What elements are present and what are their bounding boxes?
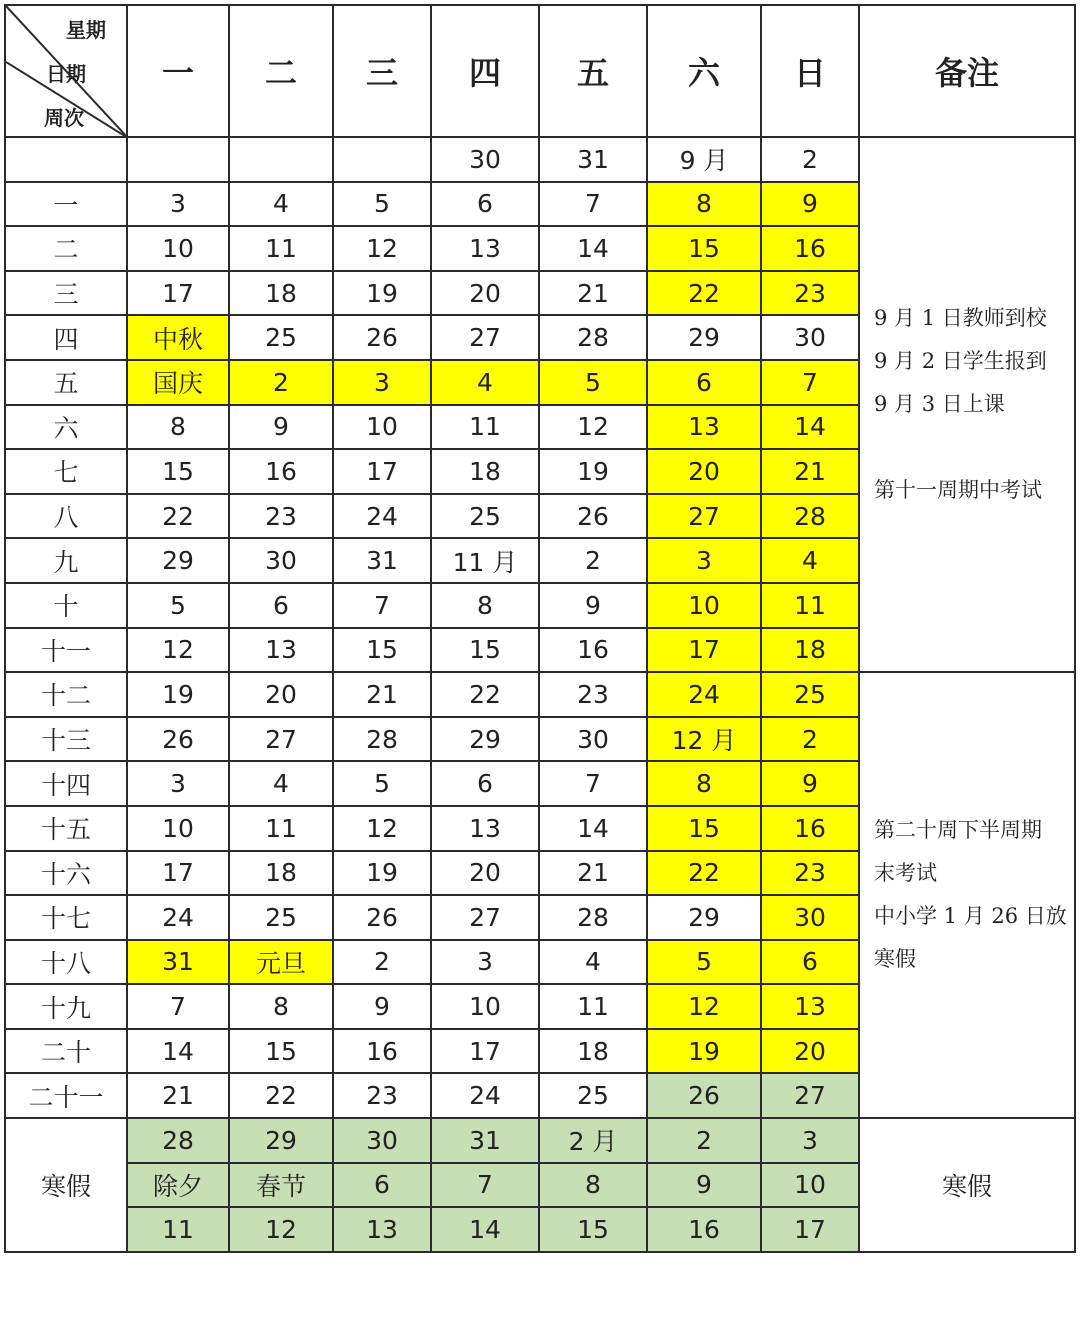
date-cell-sat: 12 月: [647, 717, 761, 762]
week-number-cell: 十五: [5, 806, 127, 851]
remark-line: 第二十周下半周期: [874, 818, 1042, 843]
date-cell-thu: 25: [431, 494, 539, 539]
date-cell-thu: 29: [431, 717, 539, 762]
date-cell-thu: 13: [431, 806, 539, 851]
date-cell-mon: 15: [127, 449, 229, 494]
remark-cell-first: [859, 137, 1075, 672]
week-number-cell: 十三: [5, 717, 127, 762]
date-cell-sun: 16: [761, 226, 859, 271]
date-cell-sat: 22: [647, 851, 761, 896]
date-cell-mon: 中秋: [127, 315, 229, 360]
remark-line: 第十一周期中考试: [874, 478, 1042, 503]
date-cell-mon: 国庆: [127, 360, 229, 405]
date-cell-sun: 18: [761, 628, 859, 673]
date-cell-mon: 8: [127, 405, 229, 450]
date-cell-wed: 26: [333, 315, 431, 360]
date-cell-sun: 23: [761, 271, 859, 316]
remark-line: 中小学 1 月 26 日放: [874, 904, 1067, 929]
date-cell-thu: 15: [431, 628, 539, 673]
date-cell-mon: 28: [127, 1118, 229, 1163]
date-cell-sun: 21: [761, 449, 859, 494]
day-header-mon: 一: [127, 5, 229, 137]
date-cell-wed: 2: [333, 940, 431, 985]
date-cell-tue: 15: [229, 1029, 333, 1074]
date-cell-thu: 20: [431, 851, 539, 896]
week-number-cell: 十七: [5, 895, 127, 940]
week-row: [5, 672, 1075, 717]
date-cell-tue: 29: [229, 1118, 333, 1163]
date-cell-sun: 2: [761, 137, 859, 182]
date-cell-sat: 24: [647, 672, 761, 717]
date-cell-tue: 22: [229, 1073, 333, 1118]
date-cell-sun: 11: [761, 583, 859, 628]
date-cell-sat: 15: [647, 806, 761, 851]
corner-header-cell: [5, 5, 127, 137]
date-cell-mon: 17: [127, 271, 229, 316]
date-cell-sat: 15: [647, 226, 761, 271]
date-cell-mon: [127, 137, 229, 182]
week-number-cell: 九: [5, 538, 127, 583]
date-cell-mon: 3: [127, 761, 229, 806]
date-cell-fri: 19: [539, 449, 647, 494]
date-cell-sun: 20: [761, 1029, 859, 1074]
date-cell-wed: 12: [333, 226, 431, 271]
date-cell-wed: 5: [333, 761, 431, 806]
date-cell-tue: 12: [229, 1207, 333, 1252]
date-cell-sat: 9 月: [647, 137, 761, 182]
week-number-cell: 五: [5, 360, 127, 405]
date-cell-mon: 11: [127, 1207, 229, 1252]
date-cell-wed: [333, 137, 431, 182]
week-number-cell: 二十一: [5, 1073, 127, 1118]
date-cell-wed: 7: [333, 583, 431, 628]
date-cell-fri: 28: [539, 315, 647, 360]
date-cell-sun: 30: [761, 315, 859, 360]
corner-date-label: 日期: [46, 62, 86, 86]
date-cell-tue: 8: [229, 984, 333, 1029]
date-cell-mon: 3: [127, 182, 229, 227]
week-number-cell: 一: [5, 182, 127, 227]
date-cell-fri: 14: [539, 806, 647, 851]
date-cell-wed: 23: [333, 1073, 431, 1118]
week-number-cell: 四: [5, 315, 127, 360]
corner-weekday-label: 星期: [66, 18, 106, 42]
date-cell-wed: 30: [333, 1118, 431, 1163]
date-cell-fri: 14: [539, 226, 647, 271]
date-cell-wed: 10: [333, 405, 431, 450]
date-cell-sat: 2: [647, 1118, 761, 1163]
date-cell-thu: 10: [431, 984, 539, 1029]
day-header-sat: 六: [647, 5, 761, 137]
date-cell-mon: 7: [127, 984, 229, 1029]
date-cell-tue: 6: [229, 583, 333, 628]
date-cell-sat: 20: [647, 449, 761, 494]
date-cell-thu: 6: [431, 182, 539, 227]
date-cell-sat: 5: [647, 940, 761, 985]
date-cell-fri: 2: [539, 538, 647, 583]
date-cell-thu: 22: [431, 672, 539, 717]
date-cell-wed: 17: [333, 449, 431, 494]
date-cell-sun: 9: [761, 761, 859, 806]
date-cell-sun: 25: [761, 672, 859, 717]
date-cell-mon: 10: [127, 806, 229, 851]
date-cell-fri: 9: [539, 583, 647, 628]
date-cell-tue: 4: [229, 761, 333, 806]
remark-line: 9 月 1 日教师到校: [874, 306, 1047, 331]
date-cell-wed: 19: [333, 271, 431, 316]
week-number-cell: 十二: [5, 672, 127, 717]
week-number-cell: 七: [5, 449, 127, 494]
date-cell-fri: 7: [539, 761, 647, 806]
date-cell-fri: 31: [539, 137, 647, 182]
date-cell-mon: 29: [127, 538, 229, 583]
date-cell-fri: 12: [539, 405, 647, 450]
date-cell-tue: 27: [229, 717, 333, 762]
date-cell-sat: 29: [647, 315, 761, 360]
date-cell-wed: 9: [333, 984, 431, 1029]
remark-cell-second: [859, 672, 1075, 1118]
date-cell-sun: 2: [761, 717, 859, 762]
date-cell-sat: 22: [647, 271, 761, 316]
date-cell-fri: 16: [539, 628, 647, 673]
remark-line: 9 月 2 日学生报到: [874, 349, 1047, 374]
date-cell-fri: 25: [539, 1073, 647, 1118]
date-cell-sun: 4: [761, 538, 859, 583]
remark-line: 9 月 3 日上课: [874, 392, 1005, 417]
remark-line: 末考试: [874, 861, 937, 886]
date-cell-fri: 28: [539, 895, 647, 940]
date-cell-tue: 2: [229, 360, 333, 405]
day-header-fri: 五: [539, 5, 647, 137]
date-cell-fri: 21: [539, 851, 647, 896]
date-cell-thu: 24: [431, 1073, 539, 1118]
week-number-cell: [5, 137, 127, 182]
date-cell-tue: 30: [229, 538, 333, 583]
date-cell-tue: 16: [229, 449, 333, 494]
week-number-cell: 十九: [5, 984, 127, 1029]
date-cell-sat: 27: [647, 494, 761, 539]
day-header-wed: 三: [333, 5, 431, 137]
date-cell-sun: 13: [761, 984, 859, 1029]
date-cell-wed: 28: [333, 717, 431, 762]
date-cell-fri: 21: [539, 271, 647, 316]
date-cell-thu: 4: [431, 360, 539, 405]
date-cell-wed: 31: [333, 538, 431, 583]
date-cell-sat: 9: [647, 1163, 761, 1208]
date-cell-sat: 29: [647, 895, 761, 940]
date-cell-thu: 14: [431, 1207, 539, 1252]
date-cell-thu: 11 月: [431, 538, 539, 583]
date-cell-thu: 27: [431, 895, 539, 940]
date-cell-tue: 25: [229, 315, 333, 360]
date-cell-wed: 16: [333, 1029, 431, 1074]
date-cell-mon: 12: [127, 628, 229, 673]
school-calendar-table: [4, 4, 1076, 1253]
week-number-cell: 二: [5, 226, 127, 271]
date-cell-thu: 18: [431, 449, 539, 494]
date-cell-thu: 31: [431, 1118, 539, 1163]
date-cell-wed: 24: [333, 494, 431, 539]
week-number-cell: 十四: [5, 761, 127, 806]
date-cell-sat: 3: [647, 538, 761, 583]
day-header-tue: 二: [229, 5, 333, 137]
date-cell-sun: 9: [761, 182, 859, 227]
date-cell-sat: 6: [647, 360, 761, 405]
date-cell-sun: 27: [761, 1073, 859, 1118]
date-cell-thu: 11: [431, 405, 539, 450]
date-cell-sun: 28: [761, 494, 859, 539]
date-cell-thu: 13: [431, 226, 539, 271]
date-cell-sun: 17: [761, 1207, 859, 1252]
date-cell-mon: 14: [127, 1029, 229, 1074]
date-cell-mon: 21: [127, 1073, 229, 1118]
date-cell-tue: 18: [229, 851, 333, 896]
date-cell-tue: 20: [229, 672, 333, 717]
date-cell-tue: 春节: [229, 1163, 333, 1208]
date-cell-fri: 23: [539, 672, 647, 717]
week-number-cell: 十六: [5, 851, 127, 896]
date-cell-thu: 6: [431, 761, 539, 806]
date-cell-tue: 18: [229, 271, 333, 316]
day-header-sun: 日: [761, 5, 859, 137]
date-cell-sat: 12: [647, 984, 761, 1029]
date-cell-mon: 22: [127, 494, 229, 539]
date-cell-tue: 13: [229, 628, 333, 673]
date-cell-sat: 8: [647, 761, 761, 806]
remark-header: 备注: [859, 5, 1075, 137]
date-cell-tue: 11: [229, 226, 333, 271]
date-cell-fri: 4: [539, 940, 647, 985]
date-cell-fri: 30: [539, 717, 647, 762]
date-cell-thu: 30: [431, 137, 539, 182]
date-cell-tue: 23: [229, 494, 333, 539]
date-cell-sun: 6: [761, 940, 859, 985]
vacation-remark: 寒假: [859, 1118, 1075, 1252]
week-row: [5, 137, 1075, 182]
date-cell-tue: 9: [229, 405, 333, 450]
date-cell-thu: 20: [431, 271, 539, 316]
date-cell-wed: 26: [333, 895, 431, 940]
date-cell-wed: 12: [333, 806, 431, 851]
date-cell-sat: 16: [647, 1207, 761, 1252]
date-cell-wed: 21: [333, 672, 431, 717]
week-number-cell: 十八: [5, 940, 127, 985]
date-cell-sun: 30: [761, 895, 859, 940]
corner-week-label: 周次: [44, 106, 84, 130]
date-cell-wed: 15: [333, 628, 431, 673]
date-cell-fri: 15: [539, 1207, 647, 1252]
date-cell-fri: 18: [539, 1029, 647, 1074]
day-header-thu: 四: [431, 5, 539, 137]
date-cell-wed: 5: [333, 182, 431, 227]
date-cell-fri: 2 月: [539, 1118, 647, 1163]
week-number-cell: 十: [5, 583, 127, 628]
week-number-cell: 六: [5, 405, 127, 450]
date-cell-sat: 26: [647, 1073, 761, 1118]
date-cell-sun: 3: [761, 1118, 859, 1163]
remark-line: 寒假: [874, 947, 916, 972]
date-cell-mon: 26: [127, 717, 229, 762]
date-cell-mon: 5: [127, 583, 229, 628]
date-cell-mon: 10: [127, 226, 229, 271]
date-cell-thu: 27: [431, 315, 539, 360]
calendar-body: [5, 137, 1075, 1252]
date-cell-wed: 3: [333, 360, 431, 405]
date-cell-fri: 26: [539, 494, 647, 539]
date-cell-fri: 5: [539, 360, 647, 405]
date-cell-mon: 除夕: [127, 1163, 229, 1208]
date-cell-thu: 3: [431, 940, 539, 985]
date-cell-mon: 19: [127, 672, 229, 717]
date-cell-mon: 17: [127, 851, 229, 896]
date-cell-tue: 11: [229, 806, 333, 851]
date-cell-sat: 19: [647, 1029, 761, 1074]
date-cell-wed: 13: [333, 1207, 431, 1252]
date-cell-sat: 17: [647, 628, 761, 673]
date-cell-fri: 11: [539, 984, 647, 1029]
header-row: [5, 5, 1075, 137]
date-cell-sat: 8: [647, 182, 761, 227]
date-cell-fri: 8: [539, 1163, 647, 1208]
date-cell-sun: 10: [761, 1163, 859, 1208]
date-cell-sun: 14: [761, 405, 859, 450]
date-cell-wed: 6: [333, 1163, 431, 1208]
week-number-cell: 八: [5, 494, 127, 539]
vacation-label: 寒假: [5, 1118, 127, 1252]
date-cell-mon: 24: [127, 895, 229, 940]
date-cell-thu: 8: [431, 583, 539, 628]
date-cell-tue: [229, 137, 333, 182]
week-number-cell: 三: [5, 271, 127, 316]
date-cell-thu: 7: [431, 1163, 539, 1208]
vacation-row: [5, 1118, 1075, 1163]
week-number-cell: 二十: [5, 1029, 127, 1074]
date-cell-tue: 4: [229, 182, 333, 227]
date-cell-thu: 17: [431, 1029, 539, 1074]
date-cell-sun: 23: [761, 851, 859, 896]
date-cell-sat: 10: [647, 583, 761, 628]
date-cell-wed: 19: [333, 851, 431, 896]
week-number-cell: 十一: [5, 628, 127, 673]
date-cell-sun: 7: [761, 360, 859, 405]
date-cell-fri: 7: [539, 182, 647, 227]
date-cell-tue: 元旦: [229, 940, 333, 985]
date-cell-sun: 16: [761, 806, 859, 851]
remark-line: [874, 426, 1074, 469]
date-cell-tue: 25: [229, 895, 333, 940]
date-cell-mon: 31: [127, 940, 229, 985]
date-cell-sat: 13: [647, 405, 761, 450]
